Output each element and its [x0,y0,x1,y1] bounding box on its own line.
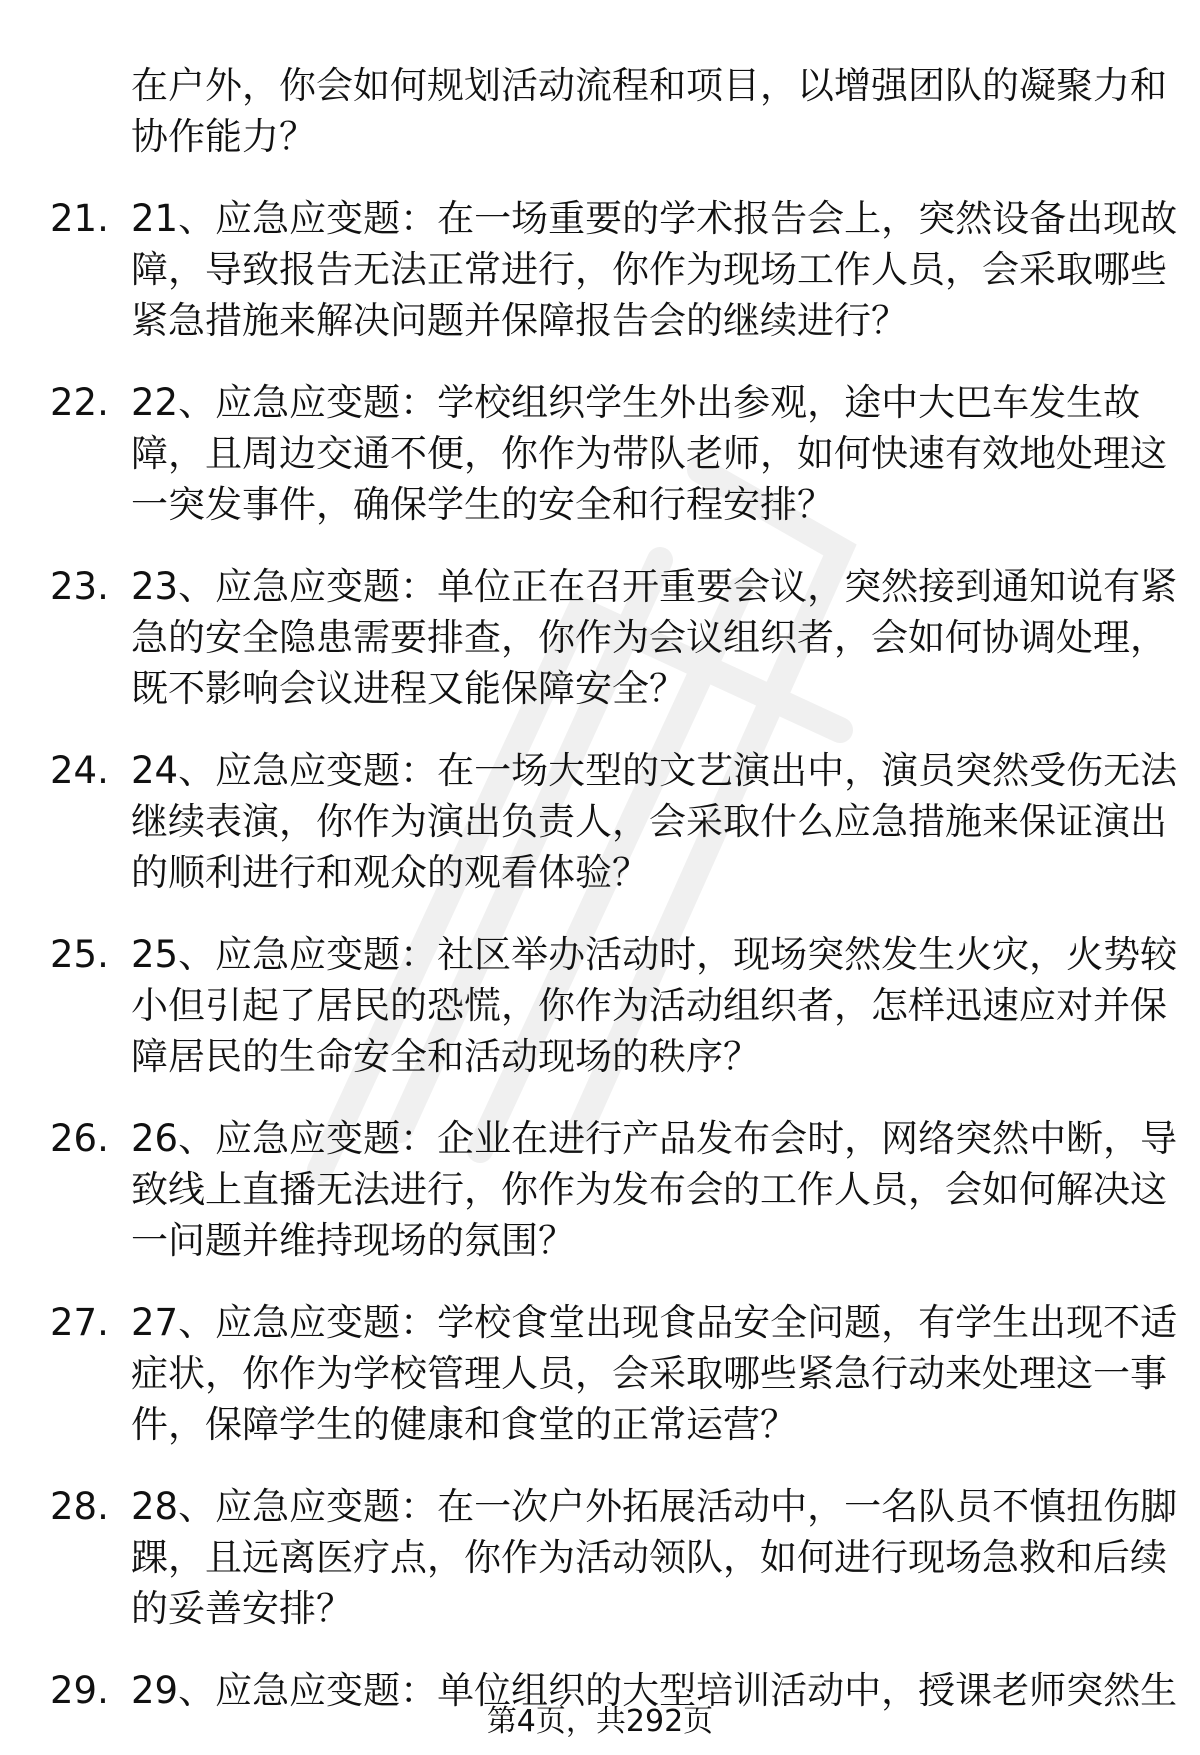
text-line: 21、应急应变题：在一场重要的学术报告会上，突然设备出现故 [131,197,1178,240]
list-item-number: 27. [50,1301,109,1344]
text-line: 29、应急应变题：单位组织的大型培训活动中，授课老师突然生 [131,1669,1178,1712]
list-item [0,1481,1200,1634]
text-line: 一问题并维持现场的氛围？ [131,1219,575,1262]
text-line: 障，导致报告无法正常进行，你作为现场工作人员，会采取哪些 [131,248,1167,291]
list-item-number: 23. [50,565,109,608]
text-line: 25、应急应变题：社区举办活动时，现场突然发生火灾，火势较 [131,933,1178,976]
list-item-number: 26. [50,1117,109,1160]
page-number: 第4页，共292页 [486,1704,714,1739]
list-item [0,1113,1200,1266]
list-item [0,561,1200,714]
document-body [0,60,1200,1747]
text-line: 的妥善安排？ [131,1587,353,1630]
text-line: 22、应急应变题：学校组织学生外出参观，途中大巴车发生故 [131,381,1141,424]
list-item-number: 28. [50,1485,109,1528]
text-line: 致线上直播无法进行，你作为发布会的工作人员，会如何解决这 [131,1168,1167,1211]
list-item [0,929,1200,1082]
text-line: 一突发事件，确保学生的安全和行程安排？ [131,483,834,526]
list-item-number: 29. [50,1669,109,1712]
text-line: 26、应急应变题：企业在进行产品发布会时，网络突然中断，导 [131,1117,1178,1160]
text-line: 急的安全隐患需要排查，你作为会议组织者，会如何协调处理， [131,616,1167,659]
list-item-number: 24. [50,749,109,792]
list-item-number: 22. [50,381,109,424]
text-line: 27、应急应变题：学校食堂出现食品安全问题，有学生出现不适 [131,1301,1178,1344]
list-item-number: 21. [50,197,109,240]
list-item [0,377,1200,530]
text-line: 件，保障学生的健康和食堂的正常运营？ [131,1403,797,1446]
list-item-number: 25. [50,933,109,976]
list-item [0,193,1200,346]
text-line: 症状，你作为学校管理人员，会采取哪些紧急行动来处理这一事 [131,1352,1167,1395]
text-line: 紧急措施来解决问题并保障报告会的继续进行？ [131,299,908,342]
text-line: 小但引起了居民的恐慌，你作为活动组织者，怎样迅速应对并保 [131,984,1167,1027]
text-line: 踝，且远离医疗点，你作为活动领队，如何进行现场急救和后续 [131,1536,1167,1579]
list-item [0,1297,1200,1450]
text-line: 既不影响会议进程又能保障安全？ [131,667,686,710]
text-line: 障居民的生命安全和活动现场的秩序？ [131,1035,760,1078]
text-line: 的顺利进行和观众的观看体验？ [131,851,649,894]
text-line: 在户外，你会如何规划活动流程和项目，以增强团队的凝聚力和 [131,64,1167,107]
text-line: 28、应急应变题：在一次户外拓展活动中，一名队员不慎扭伤脚 [131,1485,1178,1528]
text-line: 障，且周边交通不便，你作为带队老师，如何快速有效地处理这 [131,432,1167,475]
list-item [0,745,1200,898]
text-line: 23、应急应变题：单位正在召开重要会议，突然接到通知说有紧 [131,565,1178,608]
continuation-paragraph [0,60,1200,162]
text-line: 继续表演，你作为演出负责人，会采取什么应急措施来保证演出 [131,800,1167,843]
text-line: 协作能力？ [131,115,316,158]
text-line: 24、应急应变题：在一场大型的文艺演出中，演员突然受伤无法 [131,749,1178,792]
